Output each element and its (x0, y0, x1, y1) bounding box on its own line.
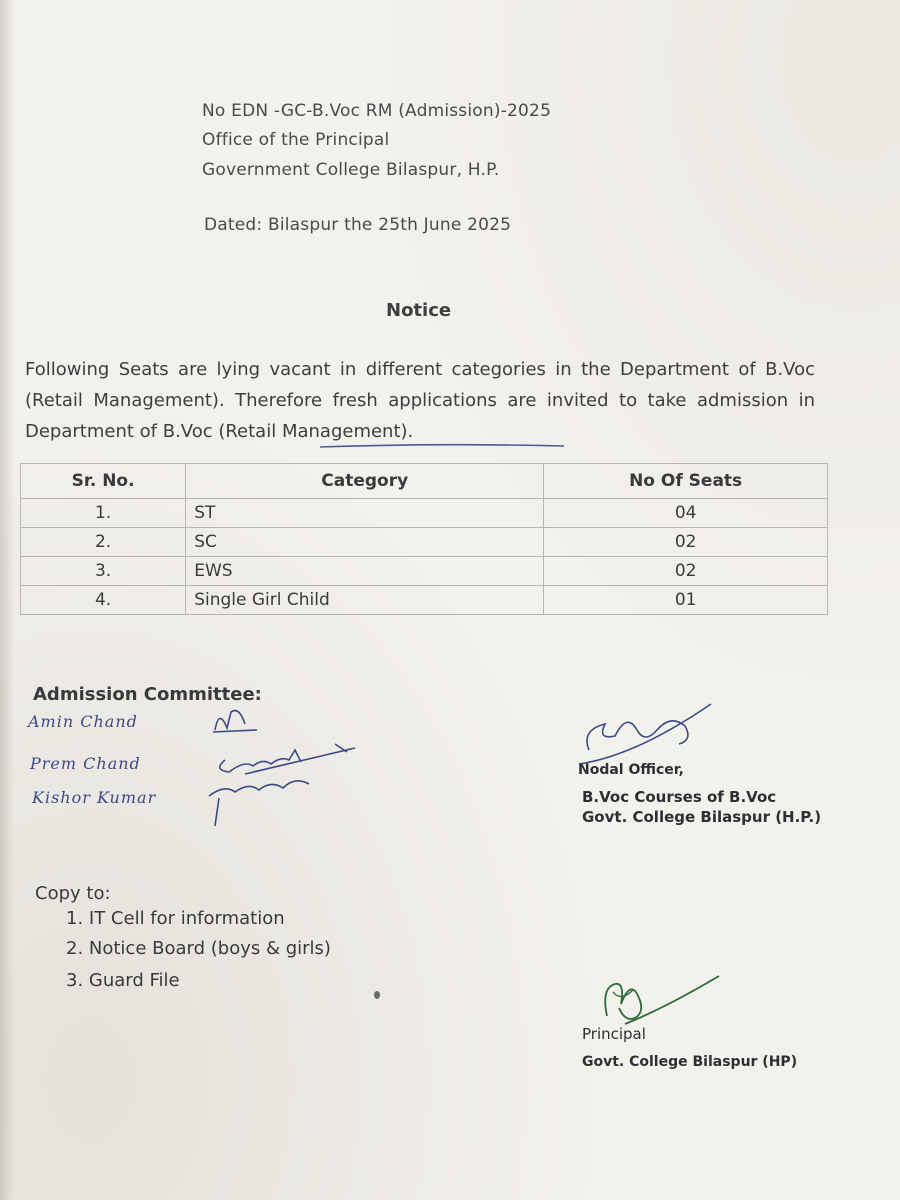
row-category: Single Girl Child (186, 586, 544, 615)
nodal-officer-signature (575, 700, 715, 770)
row-sr-no: 1. (21, 499, 186, 528)
row-category: ST (186, 499, 544, 528)
table-row (21, 586, 828, 615)
copy-item: 3. Guard File (66, 970, 180, 991)
date-line: Dated: Bilaspur the 25th June 2025 (204, 215, 512, 235)
header-no-of-seats: No Of Seats (544, 464, 828, 499)
nodal-stamp-line-3: Govt. College Bilaspur (H.P.) (582, 808, 822, 826)
row-seats: 01 (544, 586, 828, 615)
copy-item: 1. IT Cell for information (66, 908, 285, 929)
committee-heading: Admission Committee: (33, 684, 262, 705)
committee-signatures (205, 700, 375, 830)
row-seats: 02 (544, 557, 828, 586)
row-seats: 04 (544, 499, 828, 528)
copy-item: 2. Notice Board (boys & girls) (66, 938, 331, 959)
principal-stamp-line-2: Govt. College Bilaspur (HP) (582, 1054, 798, 1070)
row-sr-no: 4. (21, 586, 186, 615)
committee-member-3: Kishor Kumar (32, 788, 157, 807)
pen-underline (318, 441, 566, 451)
row-sr-no: 3. (21, 557, 186, 586)
nodal-stamp-line-1: Nodal Officer, (578, 762, 684, 778)
committee-member-2: Prem Chand (30, 754, 141, 773)
copy-to-heading: Copy to: (35, 883, 111, 904)
table-header-row (21, 464, 828, 499)
office-line: Office of the Principal (202, 130, 390, 150)
vacant-seats-table (20, 463, 828, 615)
page-edge-shadow (0, 0, 14, 1200)
row-category: SC (186, 528, 544, 557)
committee-member-1: Amin Chand (28, 712, 138, 731)
row-category: EWS (186, 557, 544, 586)
table-row (21, 499, 828, 528)
table-row (21, 557, 828, 586)
nodal-stamp-line-2: B.Voc Courses of B.Voc (582, 788, 777, 806)
ink-speck (374, 991, 380, 999)
principal-signature (595, 968, 725, 1030)
college-line: Government College Bilaspur, H.P. (202, 160, 500, 180)
principal-stamp-line-1: Principal (582, 1025, 646, 1043)
row-seats: 02 (544, 528, 828, 557)
notice-body: Following Seats are lying vacant in different categories in the Department of B.Voc (Retail Management). Therefore fresh applications are invited to take admission in Department of B.Voc (Retail Management). (25, 359, 815, 442)
header-sr-no: Sr. No. (21, 464, 186, 499)
reference-number: No EDN -GC-B.Voc RM (Admission)-2025 (202, 101, 552, 121)
row-sr-no: 2. (21, 528, 186, 557)
table-row (21, 528, 828, 557)
notice-title: Notice (386, 300, 452, 321)
header-category: Category (186, 464, 544, 499)
